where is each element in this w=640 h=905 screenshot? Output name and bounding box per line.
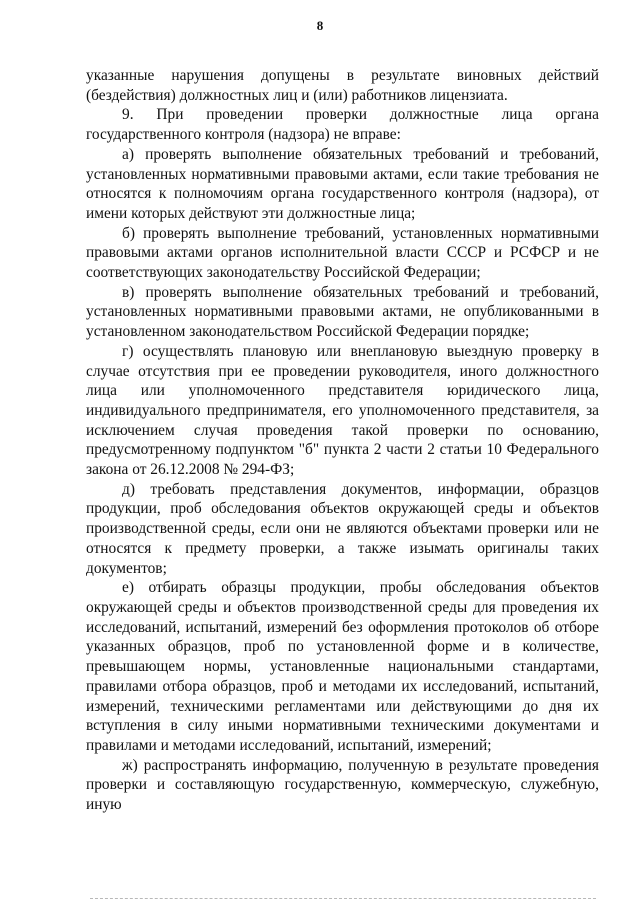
- paragraph-item-9: 9. При проведении проверки должностные лица органа государственного контроля (надзора) не вправе:: [86, 106, 599, 144]
- page-bottom-rule: [90, 898, 596, 899]
- paragraph-item-v: в) проверять выполнение обязательных требований и требований, установленных нормативными правовыми актами, не опубликованными в установленном законодательством Российской Федерации порядке;: [86, 283, 599, 341]
- paragraph-item-a: а) проверять выполнение обязательных требований и требований, установленных нормативными правовыми актами, если такие требования не относятся к полномочиям органа государственного контроля (надзора), от имени которых действуют эти должностные лица;: [86, 145, 599, 222]
- paragraph-item-b: б) проверять выполнение требований, установленных нормативными правовыми актами органов исполнительной власти СССР и РСФСР и не соответствующих законодательству Российской Федерации;: [86, 224, 599, 282]
- paragraph-item-g: г) осуществлять плановую или внеплановую выездную проверку в случае отсутствия при ее проведении руководителя, иного должностного лица или уполномоченного представителя юридического лица, индивидуального предпринимателя, его уполномоченного представителя, за исключением случая проведения такой проверки по основанию, предусмотренному подпунктом "б" пункта 2 части 2 статьи 10 Федерального закона от 26.12.2008 № 294-ФЗ;: [86, 342, 599, 479]
- paragraph-item-e: е) отбирать образцы продукции, пробы обследования объектов окружающей среды и объектов производственной среды для проведения их исследований, испытаний, измерений без оформления протоколов об отборе указанных образцов, проб по установленной форме и в количестве, превышающем нормы, установленные национальными стандартами, правилами отбора образцов, проб и методами их исследований, испытаний, измерений, техническими регламентами или действующими до дня их вступления в силу иными нормативными техническими документами и правилами и методами исследований, испытаний, измерений;: [86, 579, 599, 754]
- paragraph-continuation: указанные нарушения допущены в результате виновных действий (бездействия) должностных лиц и (или) работников лицензиата.: [86, 67, 599, 104]
- paragraph-item-d: д) требовать представления документов, информации, образцов продукции, проб обследования объектов окружающей среды и объектов производственной среды, если они не являются объектами проверки или не относятся к предмету проверки, а также изымать оригиналы таких документов;: [86, 480, 599, 577]
- page-number: 8: [316, 18, 324, 33]
- paragraph-item-zh: ж) распространять информацию, полученную в результате проведения проверки и составляющую государственную, коммерческую, служебную, иную: [86, 756, 599, 814]
- document-body: [86, 66, 599, 815]
